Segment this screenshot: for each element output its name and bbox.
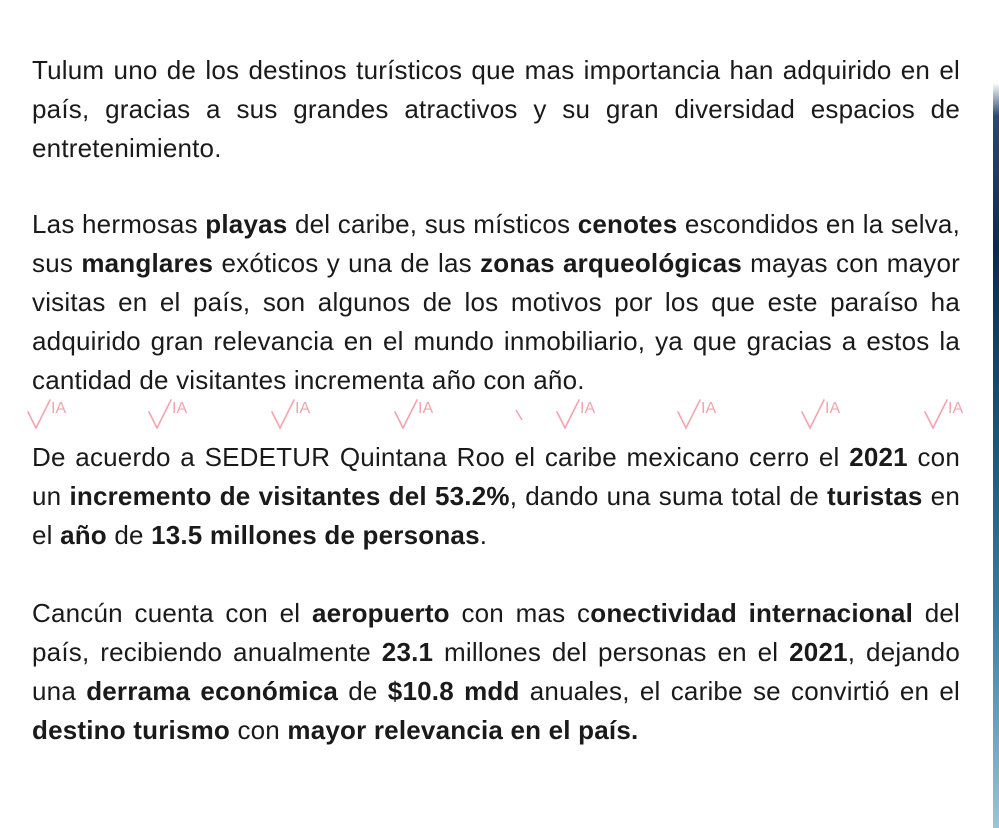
text-segment: , dando una suma total de (509, 481, 828, 511)
check-mark-icon (270, 396, 320, 432)
watermark-label: IA (580, 400, 596, 417)
text-segment: mayas con mayor visitas en el país, son algunos de los motivos por los que este paraíso ha adquirido gran relevancia en el mundo inmobiliario, ya que gracias a estos la cantidad de visitantes incrementa año con año. (32, 248, 961, 395)
watermark-check-ia (923, 396, 973, 432)
text-segment: en el (32, 481, 960, 550)
bold-text-destino-turismo: destino turismo (32, 715, 231, 745)
bold-text-zonas-arqueologicas: zonas arqueológicas (480, 248, 742, 278)
text-segment: de (106, 520, 152, 550)
text-segment: Las hermosas (32, 209, 206, 239)
paragraph-cancun-airport (32, 594, 960, 750)
watermark-label: IA (948, 400, 964, 417)
bold-text-visitor-increase: incremento de visitantes del 53.2% (69, 481, 510, 511)
check-mark-icon (923, 396, 973, 432)
bold-text-manglares: manglares (81, 248, 214, 278)
watermark-label: IA (418, 400, 434, 417)
text-segment: De acuerdo a SEDETUR Quintana Roo el caribe mexicano cerro el (32, 442, 850, 472)
bold-text-passengers: 23.1 (381, 637, 434, 667)
text-segment: , dejando una (32, 637, 960, 706)
watermark-label: IA (295, 400, 311, 417)
watermark-check-ia (147, 396, 197, 432)
bold-text-year: 2021 (849, 442, 908, 472)
right-edge-photo-strip (993, 0, 999, 828)
watermark-check-ia (26, 396, 76, 432)
text-segment: millones del personas en el (433, 637, 790, 667)
text-segment: con un (32, 442, 960, 511)
check-mark-icon (147, 396, 197, 432)
bold-text-year-2021: 2021 (789, 637, 848, 667)
bold-text-ano: año (60, 520, 107, 550)
text-segment: escondidos en la selva, sus (32, 209, 961, 278)
bold-text-mayor-relevancia: mayor relevancia en el país. (287, 715, 639, 745)
watermark-check-ia (270, 396, 320, 432)
bold-text-playas: playas (205, 209, 288, 239)
bold-text-derrama: derrama económica (86, 676, 339, 706)
text-segment: del caribe, sus místicos (287, 209, 578, 239)
text-segment: exóticos y una de las (213, 248, 481, 278)
bold-text-cenotes: cenotes (577, 209, 678, 239)
paragraph-sedetur (32, 438, 960, 555)
bold-text-amount: $10.8 mdd (387, 676, 520, 706)
watermark-stray-tick (514, 396, 526, 432)
bold-text-connectivity: onectividad internacional (590, 598, 914, 628)
bold-text-total-tourists: 13.5 millones de personas (151, 520, 480, 550)
check-mark-icon (800, 396, 850, 432)
paragraph-attractions (32, 205, 960, 400)
watermark-check-ia (555, 396, 605, 432)
watermark-label: IA (701, 400, 717, 417)
bold-text-aeropuerto: aeropuerto (311, 598, 450, 628)
check-mark-icon (26, 396, 76, 432)
watermark-label: IA (825, 400, 841, 417)
text-segment: Tulum uno de los destinos turísticos que mas importancia han adquirido en el país, gracias a sus grandes atractivos y su gran diversidad espacios de entretenimiento. (32, 55, 960, 163)
watermark-row (0, 396, 999, 432)
watermark-label: IA (51, 400, 67, 417)
text-segment: con mas c (449, 598, 591, 628)
watermark-label: IA (172, 400, 188, 417)
check-mark-icon (555, 396, 605, 432)
text-segment: . (479, 520, 488, 550)
text-segment: Cancún cuenta con el (32, 598, 312, 628)
check-mark-icon (676, 396, 726, 432)
watermark-check-ia (393, 396, 443, 432)
watermark-check-ia (800, 396, 850, 432)
text-segment: anuales, el caribe se convirtió en el (519, 676, 960, 706)
text-segment: de (338, 676, 388, 706)
text-segment: con (230, 715, 288, 745)
bold-text-turistas: turistas (827, 481, 923, 511)
watermark-check-ia (676, 396, 726, 432)
text-segment: del país, recibiendo anualmente (32, 598, 960, 667)
paragraph-intro (32, 51, 960, 168)
check-mark-icon (393, 396, 443, 432)
